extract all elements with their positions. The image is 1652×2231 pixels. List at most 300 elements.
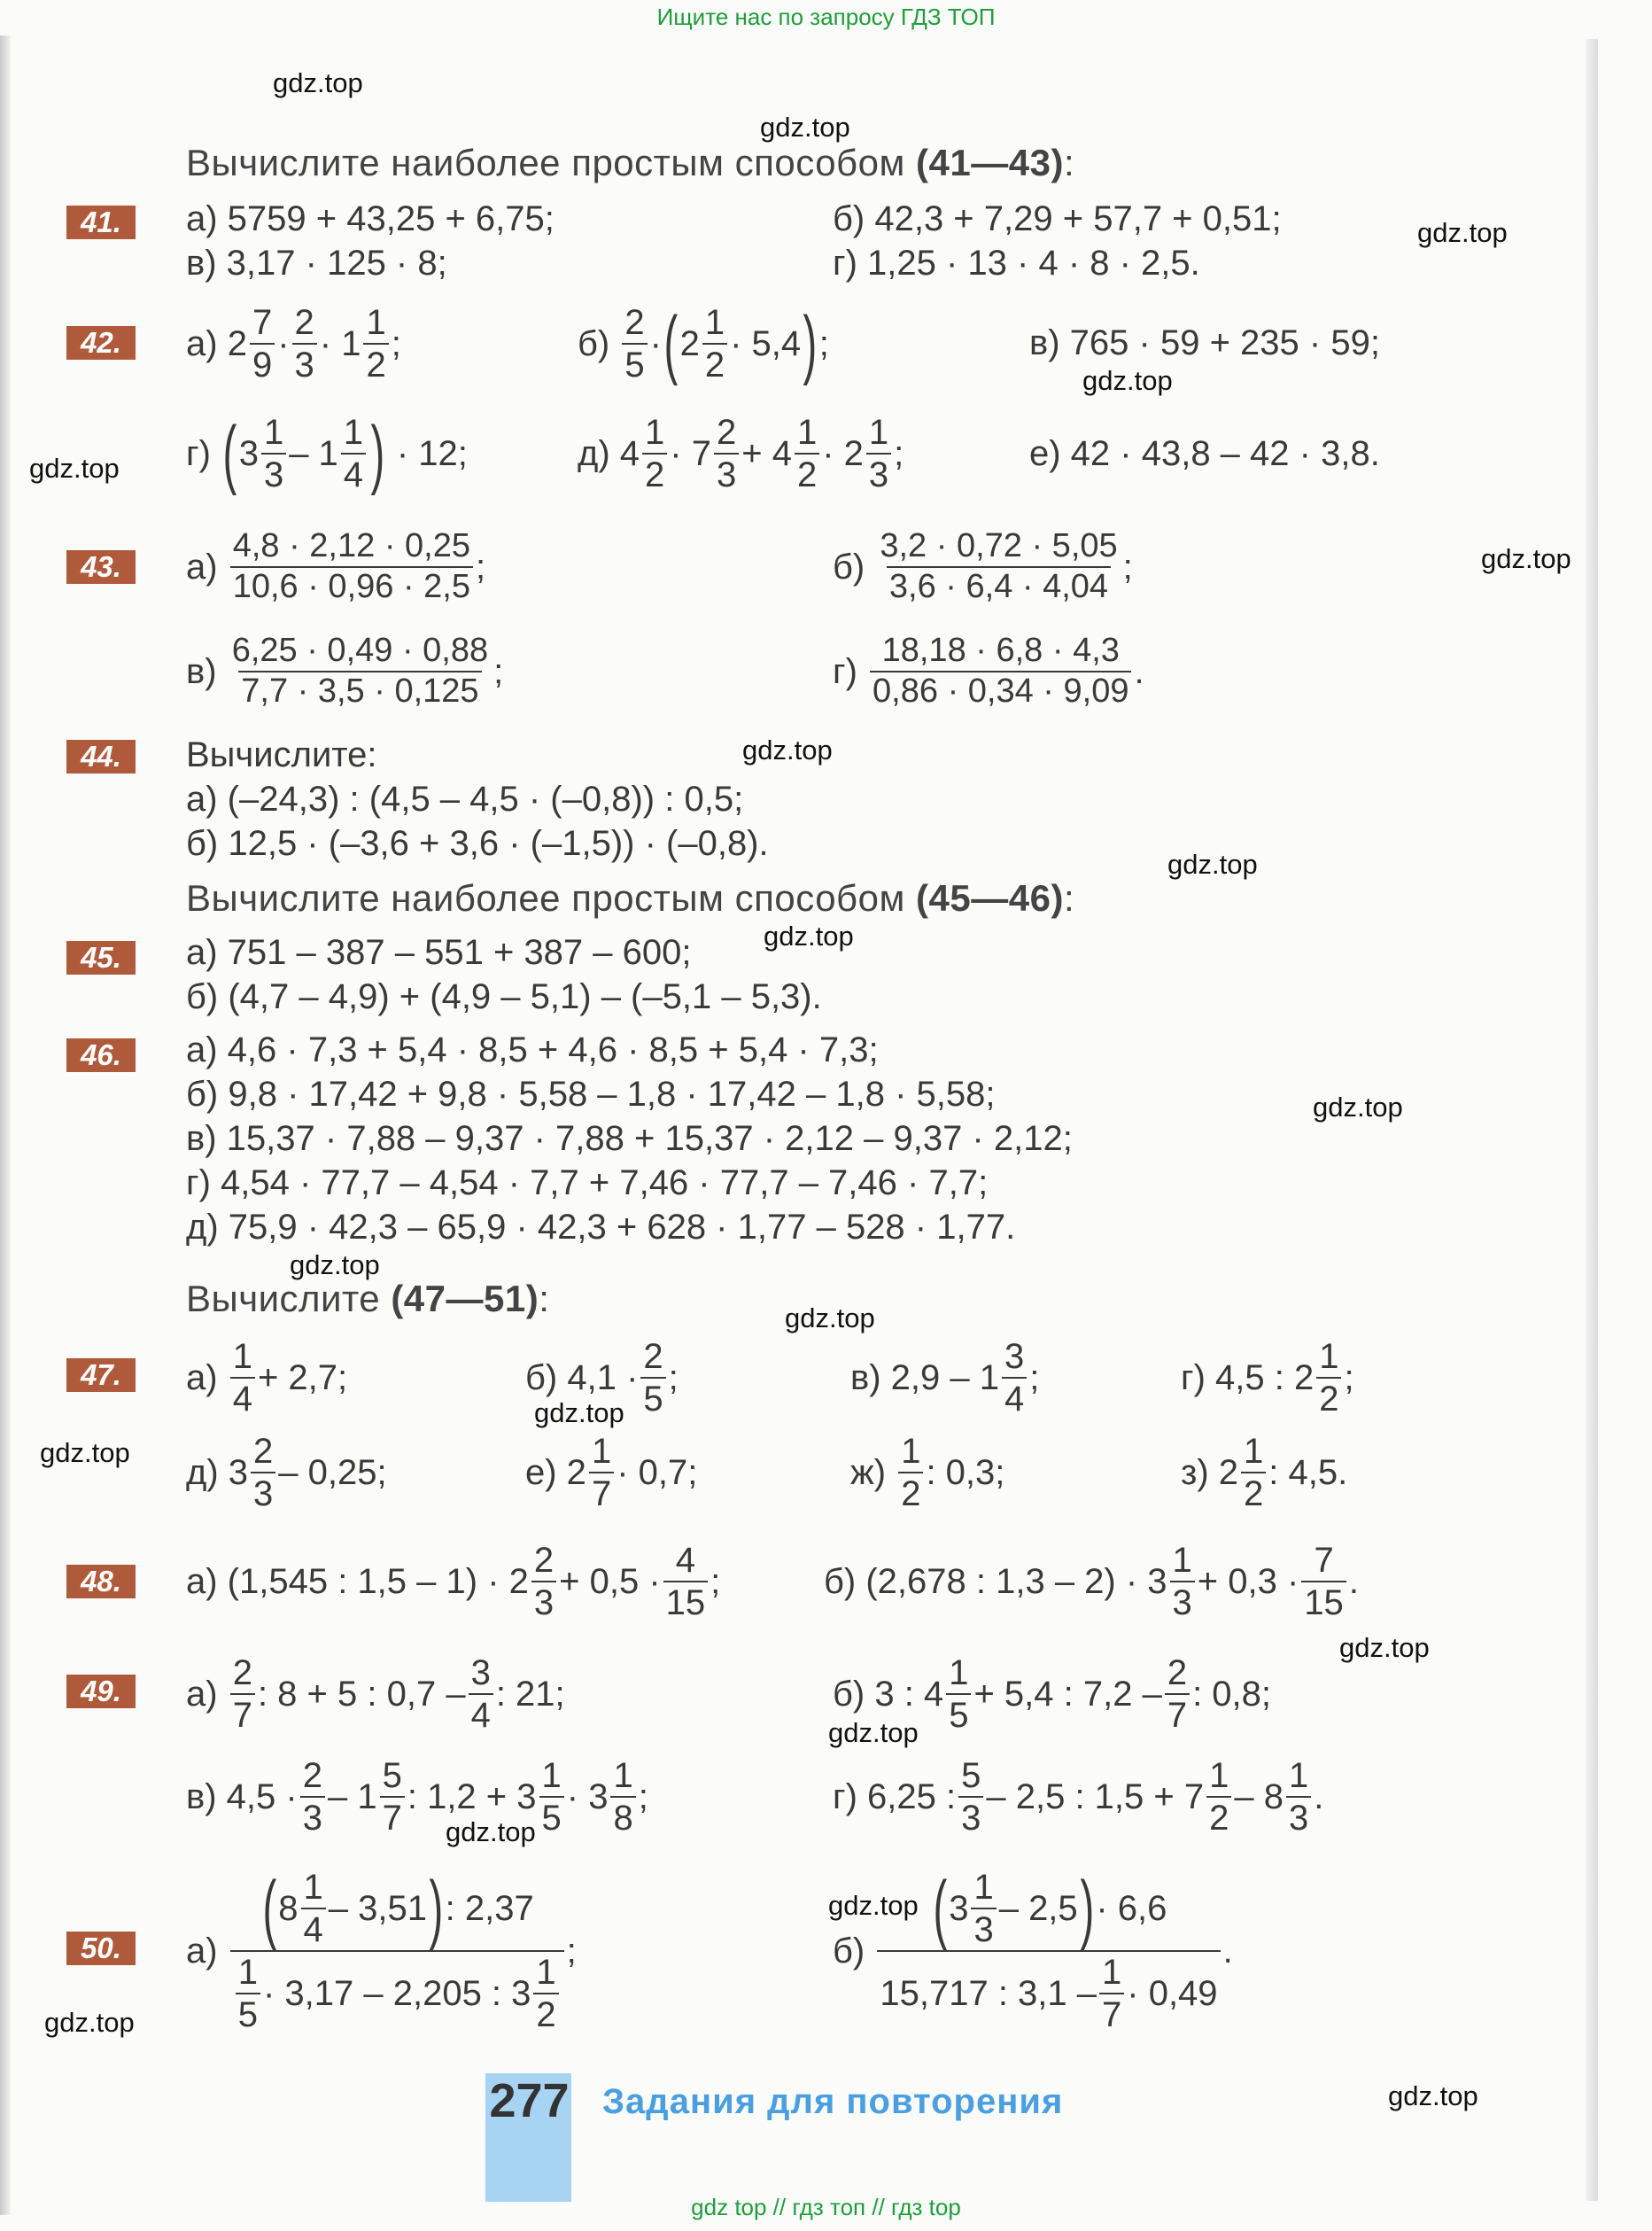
denominator: 10,6 · 0,96 · 2,5 — [230, 566, 473, 605]
right-paren: ) — [803, 301, 818, 386]
denominator: 3 — [292, 343, 317, 384]
left-paren: ( — [933, 1866, 947, 1951]
fraction — [1165, 1654, 1190, 1734]
denominator: 0,86 · 0,34 · 9,09 — [870, 671, 1131, 710]
item-label: в) — [186, 651, 217, 691]
expression-part: ; — [1029, 1357, 1040, 1397]
numerator: 1 — [237, 1953, 258, 1992]
fraction — [1170, 1542, 1195, 1621]
exercise-43-b — [833, 518, 1133, 616]
heading-text: Вычислите наиболее простым способом — [186, 877, 917, 919]
operator: · — [277, 323, 290, 363]
watermark: gdz.top — [40, 1437, 130, 1468]
fraction — [898, 1433, 923, 1512]
numerator: 2 — [533, 1541, 555, 1580]
item-label: б) — [578, 323, 610, 363]
item-label: г) 4,5 : 2 — [1181, 1357, 1315, 1397]
exercise-number-48: 48. — [66, 1565, 136, 1598]
denominator: 7 — [1165, 1693, 1190, 1734]
numerator: 4,8 · 2,12 · 0,25 — [232, 527, 470, 565]
denominator: 3 — [300, 1796, 325, 1837]
numerator: 6,25 · 0,49 · 0,88 — [231, 632, 489, 670]
numerator: 2 — [253, 1432, 274, 1471]
whole-part: 3 — [238, 433, 259, 473]
exercise-43-v — [186, 623, 503, 720]
fraction — [469, 1654, 493, 1734]
exercise-46-v: в) 15,37 · 7,88 – 9,37 · 7,88 + 15,37 · 2,12 – 9,37 · 2,12; — [186, 1119, 1073, 1158]
numerator: 1 — [901, 1432, 921, 1471]
denominator: 3 — [958, 1796, 983, 1837]
fraction — [229, 634, 491, 710]
denominator: 3 — [531, 1581, 556, 1621]
fraction — [870, 634, 1131, 710]
numerator: 1 — [591, 1432, 612, 1471]
expression-part: + 0,5 · — [559, 1561, 661, 1601]
page-number: 277 — [489, 2074, 570, 2127]
item-label: б) — [833, 547, 865, 587]
item-label: д) — [578, 433, 610, 473]
exercise-47-zh — [850, 1428, 1004, 1517]
item-label: г) — [833, 651, 857, 691]
denominator: 5 — [539, 1796, 564, 1837]
operator: · 1 — [319, 323, 361, 363]
fraction — [363, 304, 388, 384]
fraction — [380, 1757, 405, 1837]
denominator: 2 — [1316, 1377, 1341, 1418]
right-paren: ) — [429, 1866, 444, 1951]
fraction — [251, 1433, 275, 1512]
exercise-42-g — [186, 409, 468, 498]
fraction — [230, 1338, 255, 1418]
numerator: 2 — [302, 1756, 322, 1795]
item-label: б) — [833, 1931, 865, 1971]
fraction — [640, 1338, 665, 1418]
item-label: а) — [186, 1931, 218, 1971]
expression-part: ; — [668, 1357, 679, 1397]
exercise-46-a: а) 4,6 · 7,3 + 5,4 · 8,5 + 4,6 · 8,5 + 5,4 · 7,3; — [186, 1030, 879, 1069]
exercise-43-g — [833, 623, 1144, 720]
operator: – 1 — [289, 433, 338, 473]
heading-range: (45—46) — [916, 877, 1064, 919]
denominator: 4 — [469, 1693, 493, 1734]
top-banner-note: Ищите нас по запросу ГДЗ ТОП — [656, 4, 996, 30]
expression-part: : 4,5. — [1268, 1452, 1348, 1492]
watermark: gdz.top — [1313, 1092, 1403, 1123]
denominator: 3 — [714, 453, 739, 494]
numerator: 1 — [973, 1868, 994, 1907]
denominator: 9 — [250, 343, 275, 384]
denominator: 2 — [795, 453, 819, 494]
denominator: 7 — [380, 1796, 405, 1837]
heading-tail: : — [1063, 877, 1075, 919]
watermark: gdz.top — [446, 1816, 536, 1847]
terminator: . — [1314, 1776, 1324, 1816]
expression-part: г) 6,25 : — [833, 1776, 957, 1816]
exercise-49-a — [186, 1650, 565, 1738]
terminator: ; — [710, 1561, 721, 1601]
numerator: 3 — [470, 1653, 491, 1692]
watermark: gdz.top — [1481, 543, 1571, 574]
numerator: 1 — [232, 1337, 252, 1376]
whole-part: 8 — [278, 1889, 299, 1928]
denominator: 8 — [610, 1796, 635, 1837]
exercise-47-g — [1181, 1333, 1354, 1422]
complex-fraction — [230, 1866, 564, 2034]
terminator: ; — [566, 1931, 577, 1971]
denominator: 3 — [971, 1908, 996, 1948]
exercise-number-42: 42. — [66, 326, 136, 360]
terminator: . — [1134, 651, 1144, 691]
numerator: 7 — [1314, 1541, 1334, 1580]
fraction — [300, 1757, 325, 1837]
numerator: 3,2 · 0,72 · 5,05 — [880, 527, 1118, 565]
denominator: 7,7 · 3,5 · 0,125 — [238, 671, 481, 710]
numerator: 1 — [1209, 1756, 1229, 1795]
exercise-41-v: в) 3,17 · 125 · 8; — [186, 244, 447, 283]
exercise-46-g: г) 4,54 · 77,7 – 4,54 · 7,7 + 7,46 · 77,7 – 7,46 · 7,7; — [186, 1163, 989, 1202]
numerator: 1 — [536, 1953, 556, 1992]
exercise-44-a: а) (–24,3) : (4,5 – 4,5 · (–0,8)) : 0,5; — [186, 780, 744, 819]
section-heading — [186, 1278, 549, 1320]
fraction — [622, 304, 647, 384]
denominator: 7 — [230, 1693, 255, 1734]
fraction — [610, 1757, 635, 1837]
operator: · — [649, 323, 662, 363]
fraction — [714, 414, 739, 494]
expression-part: в) 4,5 · — [186, 1776, 298, 1816]
item-label: д) 3 — [186, 1452, 249, 1492]
section-heading — [186, 877, 1074, 920]
exercise-45-a: а) 751 – 387 – 551 + 387 – 600; — [186, 933, 692, 972]
exercise-49-g — [833, 1753, 1323, 1841]
exercise-47-e — [525, 1428, 697, 1517]
denominator: 2 — [1206, 1796, 1231, 1837]
numerator: 2 — [716, 413, 737, 452]
terminator: ; — [894, 433, 904, 473]
fraction — [531, 1542, 556, 1621]
denominator: 4 — [301, 1908, 326, 1948]
expression-part: – 0,25; — [278, 1452, 387, 1492]
whole-part: 2 — [227, 323, 247, 363]
denominator: 3 — [261, 453, 286, 494]
denominator: 2 — [363, 343, 388, 384]
numerator: 2 — [294, 303, 314, 342]
numerator: 1 — [263, 413, 284, 452]
terminator: ; — [1122, 547, 1133, 587]
numerator — [928, 1866, 1170, 1951]
exercise-47-a — [186, 1333, 347, 1422]
terminator: ; — [638, 1776, 648, 1816]
terminator: ; — [493, 651, 504, 691]
expression-part: : 0,3; — [926, 1452, 1005, 1492]
item-label: г) — [186, 433, 211, 473]
denominator: 3 — [866, 453, 891, 494]
exercise-45-b: б) (4,7 – 4,9) + (4,9 – 5,1) – (–5,1 – 5,3). — [186, 977, 822, 1016]
expression-part: ; — [1344, 1357, 1354, 1397]
exercise-41-a: а) 5759 + 43,25 + 6,75; — [186, 199, 555, 238]
denominator: 15 — [1301, 1581, 1346, 1621]
exercise-number-43: 43. — [66, 550, 136, 584]
exercise-42-d — [578, 409, 904, 498]
watermark: gdz.top — [785, 1302, 875, 1333]
terminator: . — [1348, 1561, 1359, 1601]
numerator: 1 — [1288, 1756, 1309, 1795]
heading-text: Вычислите наиболее простым способом — [186, 142, 917, 183]
fraction — [877, 529, 1120, 605]
terminator: ; — [391, 323, 401, 363]
operator: · 2 — [822, 433, 864, 473]
numerator: 2 — [643, 1337, 663, 1376]
expression-part: – 1 — [327, 1776, 377, 1816]
expression-part: · 12; — [396, 433, 468, 473]
watermark: gdz.top — [828, 1890, 919, 1921]
fraction — [250, 304, 275, 384]
numerator: 1 — [1319, 1337, 1339, 1376]
watermark: gdz.top — [29, 453, 120, 484]
fraction — [230, 1654, 255, 1734]
denominator: 2 — [898, 1472, 923, 1512]
expression-part: · 6,6 — [1096, 1889, 1167, 1928]
item-label: в) 2,9 – 1 — [850, 1357, 1000, 1397]
exercise-47-z — [1181, 1428, 1347, 1517]
exercise-50-a — [186, 1854, 577, 2048]
denominator: 5 — [236, 1993, 260, 2033]
expression-part: : 0,8; — [1192, 1674, 1272, 1714]
operator: · 7 — [670, 433, 711, 473]
expression-part: б) (2,678 : 1,3 – 2) · 3 — [824, 1561, 1167, 1601]
exercise-42-a — [186, 299, 401, 388]
exercise-42-e: е) 42 · 43,8 – 42 · 3,8. — [1029, 434, 1380, 473]
right-paren: ) — [1080, 1866, 1094, 1951]
item-label: а) — [186, 1674, 218, 1714]
fraction — [1286, 1757, 1311, 1837]
denominator — [230, 1950, 564, 2033]
numerator: 1 — [303, 1868, 323, 1907]
watermark: gdz.top — [273, 67, 363, 98]
numerator: 2 — [1167, 1653, 1188, 1692]
numerator: 5 — [961, 1756, 981, 1795]
watermark: gdz.top — [534, 1397, 624, 1428]
numerator: 2 — [232, 1653, 252, 1692]
expression-part: + 2,7; — [257, 1357, 348, 1397]
heading-text: Вычислите — [186, 1278, 392, 1319]
exercise-44-b: б) 12,5 · (–3,6 + 3,6 · (–1,5)) · (–0,8). — [186, 824, 769, 863]
item-label: а) — [186, 547, 218, 587]
fraction — [1301, 1542, 1346, 1621]
denominator: 2 — [533, 1993, 558, 2033]
page-gutter-shadow — [0, 35, 11, 2215]
numerator: 1 — [1172, 1541, 1192, 1580]
denominator: 2 — [1241, 1472, 1266, 1512]
exercise-49-b — [833, 1650, 1271, 1738]
expression-part: + 5,4 : 7,2 – — [973, 1674, 1162, 1714]
exercise-48-a — [186, 1537, 720, 1626]
numerator: 1 — [796, 413, 818, 452]
denominator — [877, 1950, 1220, 2033]
exercise-number-45: 45. — [66, 941, 136, 975]
page-section-title: Задания для повторения — [602, 2082, 1064, 2121]
exercise-46-d: д) 75,9 · 42,3 – 65,9 · 42,3 + 628 · 1,77 – 528 · 1,77. — [186, 1208, 1016, 1247]
denominator: 3 — [251, 1472, 275, 1512]
expression-part: : 1,2 + 3 — [407, 1776, 537, 1816]
numerator: 1 — [1102, 1953, 1122, 1992]
watermark: gdz.top — [828, 1717, 919, 1748]
numerator — [258, 1866, 537, 1951]
terminator: . — [1222, 1931, 1233, 1971]
expression-part: – 3,51 — [328, 1889, 427, 1928]
whole-part: 2 — [679, 323, 700, 363]
exercise-47-b — [525, 1333, 679, 1422]
numerator: 1 — [1244, 1432, 1264, 1471]
watermark: gdz.top — [1388, 2080, 1478, 2111]
fraction — [236, 1954, 260, 2033]
denominator: 5 — [640, 1377, 665, 1418]
left-paren: ( — [222, 411, 237, 496]
footer-note: gdz top // гдз топ // гдз top — [691, 2194, 961, 2220]
expression-part: – 2,5 — [998, 1889, 1078, 1928]
denominator: 2 — [702, 343, 727, 384]
expression-part: : 8 + 5 : 0,7 – — [257, 1674, 466, 1714]
expression-part: б) 3 : 4 — [833, 1674, 944, 1714]
operator: + 4 — [741, 433, 792, 473]
denominator: 2 — [642, 453, 667, 494]
numerator: 3 — [1004, 1337, 1025, 1376]
section-heading — [186, 142, 1074, 184]
watermark: gdz.top — [742, 735, 833, 766]
right-paren: ) — [370, 411, 385, 496]
expression-part: а) (1,545 : 1,5 – 1) · 2 — [186, 1561, 529, 1601]
exercise-number-41: 41. — [66, 206, 136, 239]
denominator: 15 — [663, 1581, 709, 1621]
expression-part: – 2,5 : 1,5 + 7 — [986, 1776, 1205, 1816]
left-paren: ( — [262, 1866, 276, 1951]
fraction — [533, 1954, 558, 2033]
exercise-49-v — [186, 1753, 648, 1841]
watermark: gdz.top — [764, 921, 854, 952]
fraction — [663, 1542, 709, 1621]
denominator: 3 — [1170, 1581, 1195, 1621]
exercise-42-v: в) 765 · 59 + 235 · 59; — [1029, 323, 1380, 362]
exercise-41-g: г) 1,25 · 13 · 4 · 8 · 2,5. — [833, 244, 1200, 283]
expression-part: + 0,3 · — [1197, 1561, 1299, 1601]
exercise-42-b — [578, 299, 829, 388]
fraction — [589, 1433, 614, 1512]
item-label: е) 2 — [525, 1452, 586, 1492]
fraction — [539, 1757, 564, 1837]
item-label: а) — [186, 323, 218, 363]
watermark: gdz.top — [1339, 1632, 1430, 1663]
denominator: 5 — [946, 1693, 971, 1734]
fraction — [230, 529, 473, 605]
exercise-47-v — [850, 1333, 1039, 1422]
fraction — [1002, 1338, 1027, 1418]
whole-part: 4 — [619, 433, 640, 473]
left-paren: ( — [663, 301, 679, 386]
numerator: 4 — [675, 1541, 696, 1580]
exercise-47-d — [186, 1428, 387, 1517]
denominator: 4 — [230, 1377, 255, 1418]
numerator: 1 — [613, 1756, 633, 1795]
expression-part: · 3 — [566, 1776, 609, 1816]
numerator: 1 — [868, 413, 889, 452]
watermark: gdz.top — [290, 1249, 380, 1280]
fraction — [292, 304, 317, 384]
watermark: gdz.top — [1417, 217, 1508, 248]
numerator: 1 — [343, 413, 364, 452]
fraction — [866, 414, 891, 494]
denominator: 5 — [622, 343, 647, 384]
exercise-41-b: б) 42,3 + 7,29 + 57,7 + 0,51; — [833, 199, 1282, 238]
item-label: ж) — [850, 1452, 887, 1492]
terminator: ; — [818, 323, 829, 363]
denominator: 3 — [1286, 1796, 1311, 1837]
exercise-number-47: 47. — [66, 1358, 136, 1392]
exercise-46-b: б) 9,8 · 17,42 + 9,8 · 5,58 – 1,8 · 17,42 – 1,8 · 5,58; — [186, 1075, 996, 1114]
fraction — [946, 1654, 971, 1734]
watermark: gdz.top — [1082, 365, 1173, 396]
exercise-50-b — [833, 1854, 1233, 2048]
fraction — [702, 304, 727, 384]
numerator: 7 — [252, 303, 273, 342]
page-edge-shadow — [1586, 39, 1598, 2201]
item-label: з) 2 — [1181, 1452, 1239, 1492]
fraction — [1241, 1433, 1266, 1512]
numerator: 18,18 · 6,8 · 4,3 — [881, 632, 1120, 670]
numerator: 1 — [949, 1653, 969, 1692]
heading-tail: : — [1063, 142, 1075, 183]
heading-tail: : — [539, 1278, 550, 1319]
heading-range: (47—51) — [391, 1278, 539, 1319]
watermark: gdz.top — [760, 112, 850, 143]
fraction — [341, 414, 366, 494]
denominator: 3,6 · 6,4 · 4,04 — [887, 566, 1111, 605]
exercise-43-a — [186, 518, 485, 616]
denominator: 4 — [341, 453, 366, 494]
expression-part: 15,717 : 3,1 – — [880, 1974, 1097, 2013]
expression-part: · 3,17 – 2,205 : 3 — [262, 1974, 531, 2013]
denominator: 7 — [1099, 1993, 1124, 2033]
fraction — [642, 414, 667, 494]
fraction — [301, 1869, 326, 1948]
fraction — [1099, 1954, 1124, 2033]
fraction — [971, 1869, 996, 1948]
numerator: 1 — [645, 413, 665, 452]
denominator: 7 — [589, 1472, 614, 1512]
expression-part: · 0,49 — [1127, 1974, 1218, 2013]
numerator: 5 — [382, 1756, 402, 1795]
watermark: gdz.top — [1167, 849, 1258, 880]
expression-part: · 5,4 — [730, 323, 802, 363]
denominator: 4 — [1002, 1377, 1027, 1418]
item-label: а) — [186, 1357, 218, 1397]
exercise-number-49: 49. — [66, 1675, 136, 1708]
numerator: 1 — [704, 303, 725, 342]
complex-fraction — [877, 1866, 1220, 2034]
terminator: ; — [476, 547, 486, 587]
heading-range: (41—43) — [916, 142, 1064, 183]
exercise-48-b — [824, 1537, 1359, 1626]
exercise-number-46: 46. — [66, 1038, 136, 1072]
watermark: gdz.top — [44, 2007, 135, 2038]
fraction — [958, 1757, 983, 1837]
expression-part: – 8 — [1234, 1776, 1284, 1816]
fraction — [1206, 1757, 1231, 1837]
numerator: 1 — [366, 303, 386, 342]
fraction — [795, 414, 819, 494]
item-label: б) 4,1 · — [525, 1357, 639, 1397]
numerator: 2 — [624, 303, 645, 342]
numerator: 1 — [541, 1756, 562, 1795]
